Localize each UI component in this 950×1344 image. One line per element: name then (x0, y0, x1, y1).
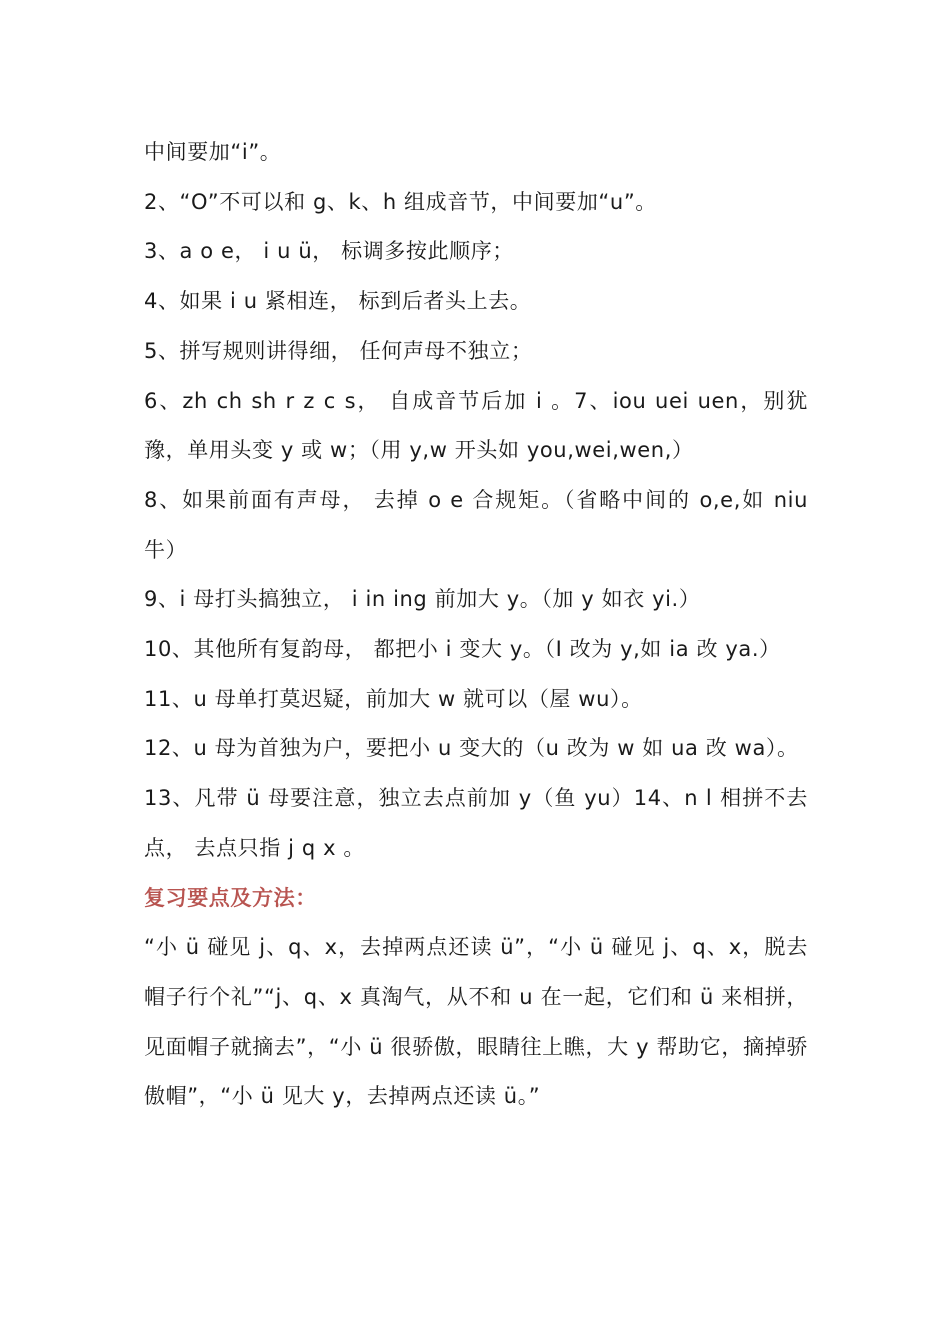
paragraph-rule-5: 5、拼写规则讲得细， 任何声母不独立； (144, 338, 533, 363)
method-paragraph: “小 ü 碰见 j、q、x，去掉两点还读 ü”，“小 ü 碰见 j、q、x，脱去帽子行个礼”“j、q、x 真淘气，从不和 u 在一起，它们和 ü 来相拼，见面帽子就摘去”，“小 ü 很骄傲，眼睛往上瞧，大 y 帮助它，摘掉骄傲帽”，“小 ü 见大 y，去掉两点还读 ü。” (144, 935, 808, 1109)
paragraph-rule-2: 2、“O”不可以和 g、k、h 组成音节，中间要加“u”。 (144, 189, 657, 214)
paragraph-rule-12: 12、u 母为首独为户，要把小 u 变大的（u 改为 w 如 ua 改 wa）。 (144, 736, 799, 761)
document-body (144, 128, 808, 1122)
paragraph-rule-4: 4、如果 i u 紧相连， 标到后者头上去。 (144, 289, 532, 314)
paragraph-rule-8: 8、如果前面有声母， 去掉 o e 合规矩。（省略中间的 o,e,如 niu 牛） (144, 487, 808, 562)
paragraph-rule-9: 9、i 母打头搞独立， i in ing 前加大 y。（加 y 如衣 yi.） (144, 587, 701, 612)
paragraph-rule-1-end: 中间要加“i”。 (144, 140, 282, 164)
section-heading: 复习要点及方法： (144, 885, 317, 910)
paragraph-rule-11: 11、u 母单打莫迟疑，前加大 w 就可以（屋 wu）。 (144, 686, 643, 711)
paragraph-rule-6-7: 6、zh ch sh r z c s， 自成音节后加 i 。7、iou uei uen，别犹豫，单用头变 y 或 w；（用 y,w 开头如 you,wei,wen,） (144, 388, 808, 463)
paragraph-rule-10: 10、其他所有复韵母， 都把小 i 变大 y。（I 改为 y,如 ia 改 ya.） (144, 637, 781, 662)
paragraph-rule-3: 3、a o e， i u ü， 标调多按此顺序； (144, 239, 514, 264)
paragraph-rule-13-14: 13、凡带 ü 母要注意，独立去点前加 y（鱼 yu）14、n l 相拼不去点， 去点只指 j q x 。 (144, 786, 808, 860)
